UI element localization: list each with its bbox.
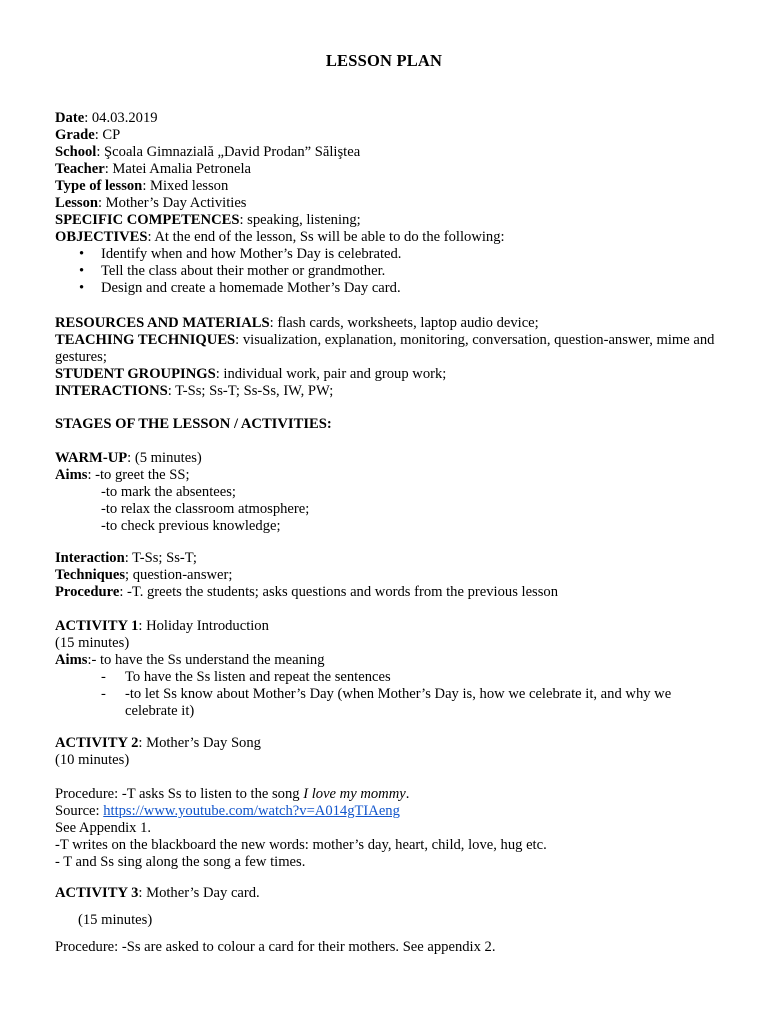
activity-1-heading: ACTIVITY 1: Holiday Introduction [55,618,269,634]
activity-3-procedure: Procedure: -Ss are asked to colour a card for their mothers. See appendix 2. [55,939,496,955]
activity-3-procedure-block [55,939,728,956]
resources-line: RESOURCES AND MATERIALS: flash cards, worksheets, laptop audio device; [55,315,539,331]
list-item: - -to let Ss know about Mother’s Day (when Mother’s Day is, how we celebrate it, and why we [101,686,672,702]
lesson-type-line: Type of lesson: Mixed lesson [55,178,229,194]
lesson-line: Lesson: Mother’s Day Activities [55,195,247,211]
techniques-line: TEACHING TECHNIQUES: visualization, explanation, monitoring, conversation, question-answer, mime and gestures; [55,332,715,365]
date-line: Date: 04.03.2019 [55,110,158,126]
blackboard-line: -T writes on the blackboard the new words: mother’s day, heart, child, love, hug etc. [55,837,547,853]
sing-line: - T and Ss sing along the song a few times. [55,854,306,870]
appendix-line: See Appendix 1. [55,820,152,836]
list-item: - To have the Ss listen and repeat the sentences [101,669,391,685]
activity-2-section [55,735,728,769]
warmup-heading: WARM-UP: (5 minutes) [55,450,202,466]
procedure-line: Procedure: -T. greets the students; asks questions and words from the previous lesson [55,584,559,600]
objectives-line: OBJECTIVES: At the end of the lesson, Ss will be able to do the following: [55,229,505,245]
page-title: LESSON PLAN [325,51,443,70]
activity-3-duration-block [78,912,728,929]
list-item: • Tell the class about their mother or grandmother. [55,263,728,280]
activity-1-duration: (15 minutes) [55,635,130,651]
activity-1-section [55,618,728,720]
activity-3-heading: ACTIVITY 3: Mother’s Day card. [55,885,260,901]
objectives-list [55,246,728,297]
lesson-info [55,110,728,297]
activity-1-aims: Aims:- to have the Ss understand the meaning [55,652,325,668]
groupings-line: STUDENT GROUPINGS: individual work, pair and group work; [55,366,447,382]
list-item-continuation: celebrate it) [125,703,195,719]
source-line: Source: https://www.youtube.com/watch?v=A014gTIAeng [55,803,400,819]
interaction-line: Interaction: T-Ss; Ss-T; [55,550,197,566]
warmup-aims: Aims: -to greet the SS; [55,467,190,483]
interactions-line: INTERACTIONS: T-Ss; Ss-T; Ss-Ss, IW, PW; [55,383,334,399]
list-item: • Identify when and how Mother’s Day is celebrated. [55,246,728,263]
list-item: • Design and create a homemade Mother’s Day card. [55,280,728,297]
list-item: -to mark the absentees; [101,484,236,500]
activity-2-procedure [55,786,728,871]
list-item: -to check previous knowledge; [101,518,281,534]
techniques-line: Techniques; question-answer; [55,567,233,583]
grade-line: Grade: CP [55,127,121,143]
activity-2-duration: (10 minutes) [55,752,130,768]
procedure-line: Procedure: -T asks Ss to listen to the song I love my mommy. [55,786,410,802]
resources-section [55,315,728,400]
activity-2-heading: ACTIVITY 2: Mother’s Day Song [55,735,261,751]
stages-heading: STAGES OF THE LESSON / ACTIVITIES: [55,416,332,432]
school-line: School: Şcoala Gimnazială „David Prodan” Sălişteа [55,144,361,160]
activity-3-section [55,885,728,902]
competences-line: SPECIFIC COMPETENCES: speaking, listening; [55,212,361,228]
source-link[interactable]: https://www.youtube.com/watch?v=A014gTIAeng [103,803,400,819]
teacher-line: Teacher: Matei Amalia Petronela [55,161,252,177]
activity-3-duration: (15 minutes) [78,912,153,928]
warmup-section [55,450,728,535]
warmup-details [55,550,728,601]
list-item: -to relax the classroom atmosphere; [101,501,310,517]
